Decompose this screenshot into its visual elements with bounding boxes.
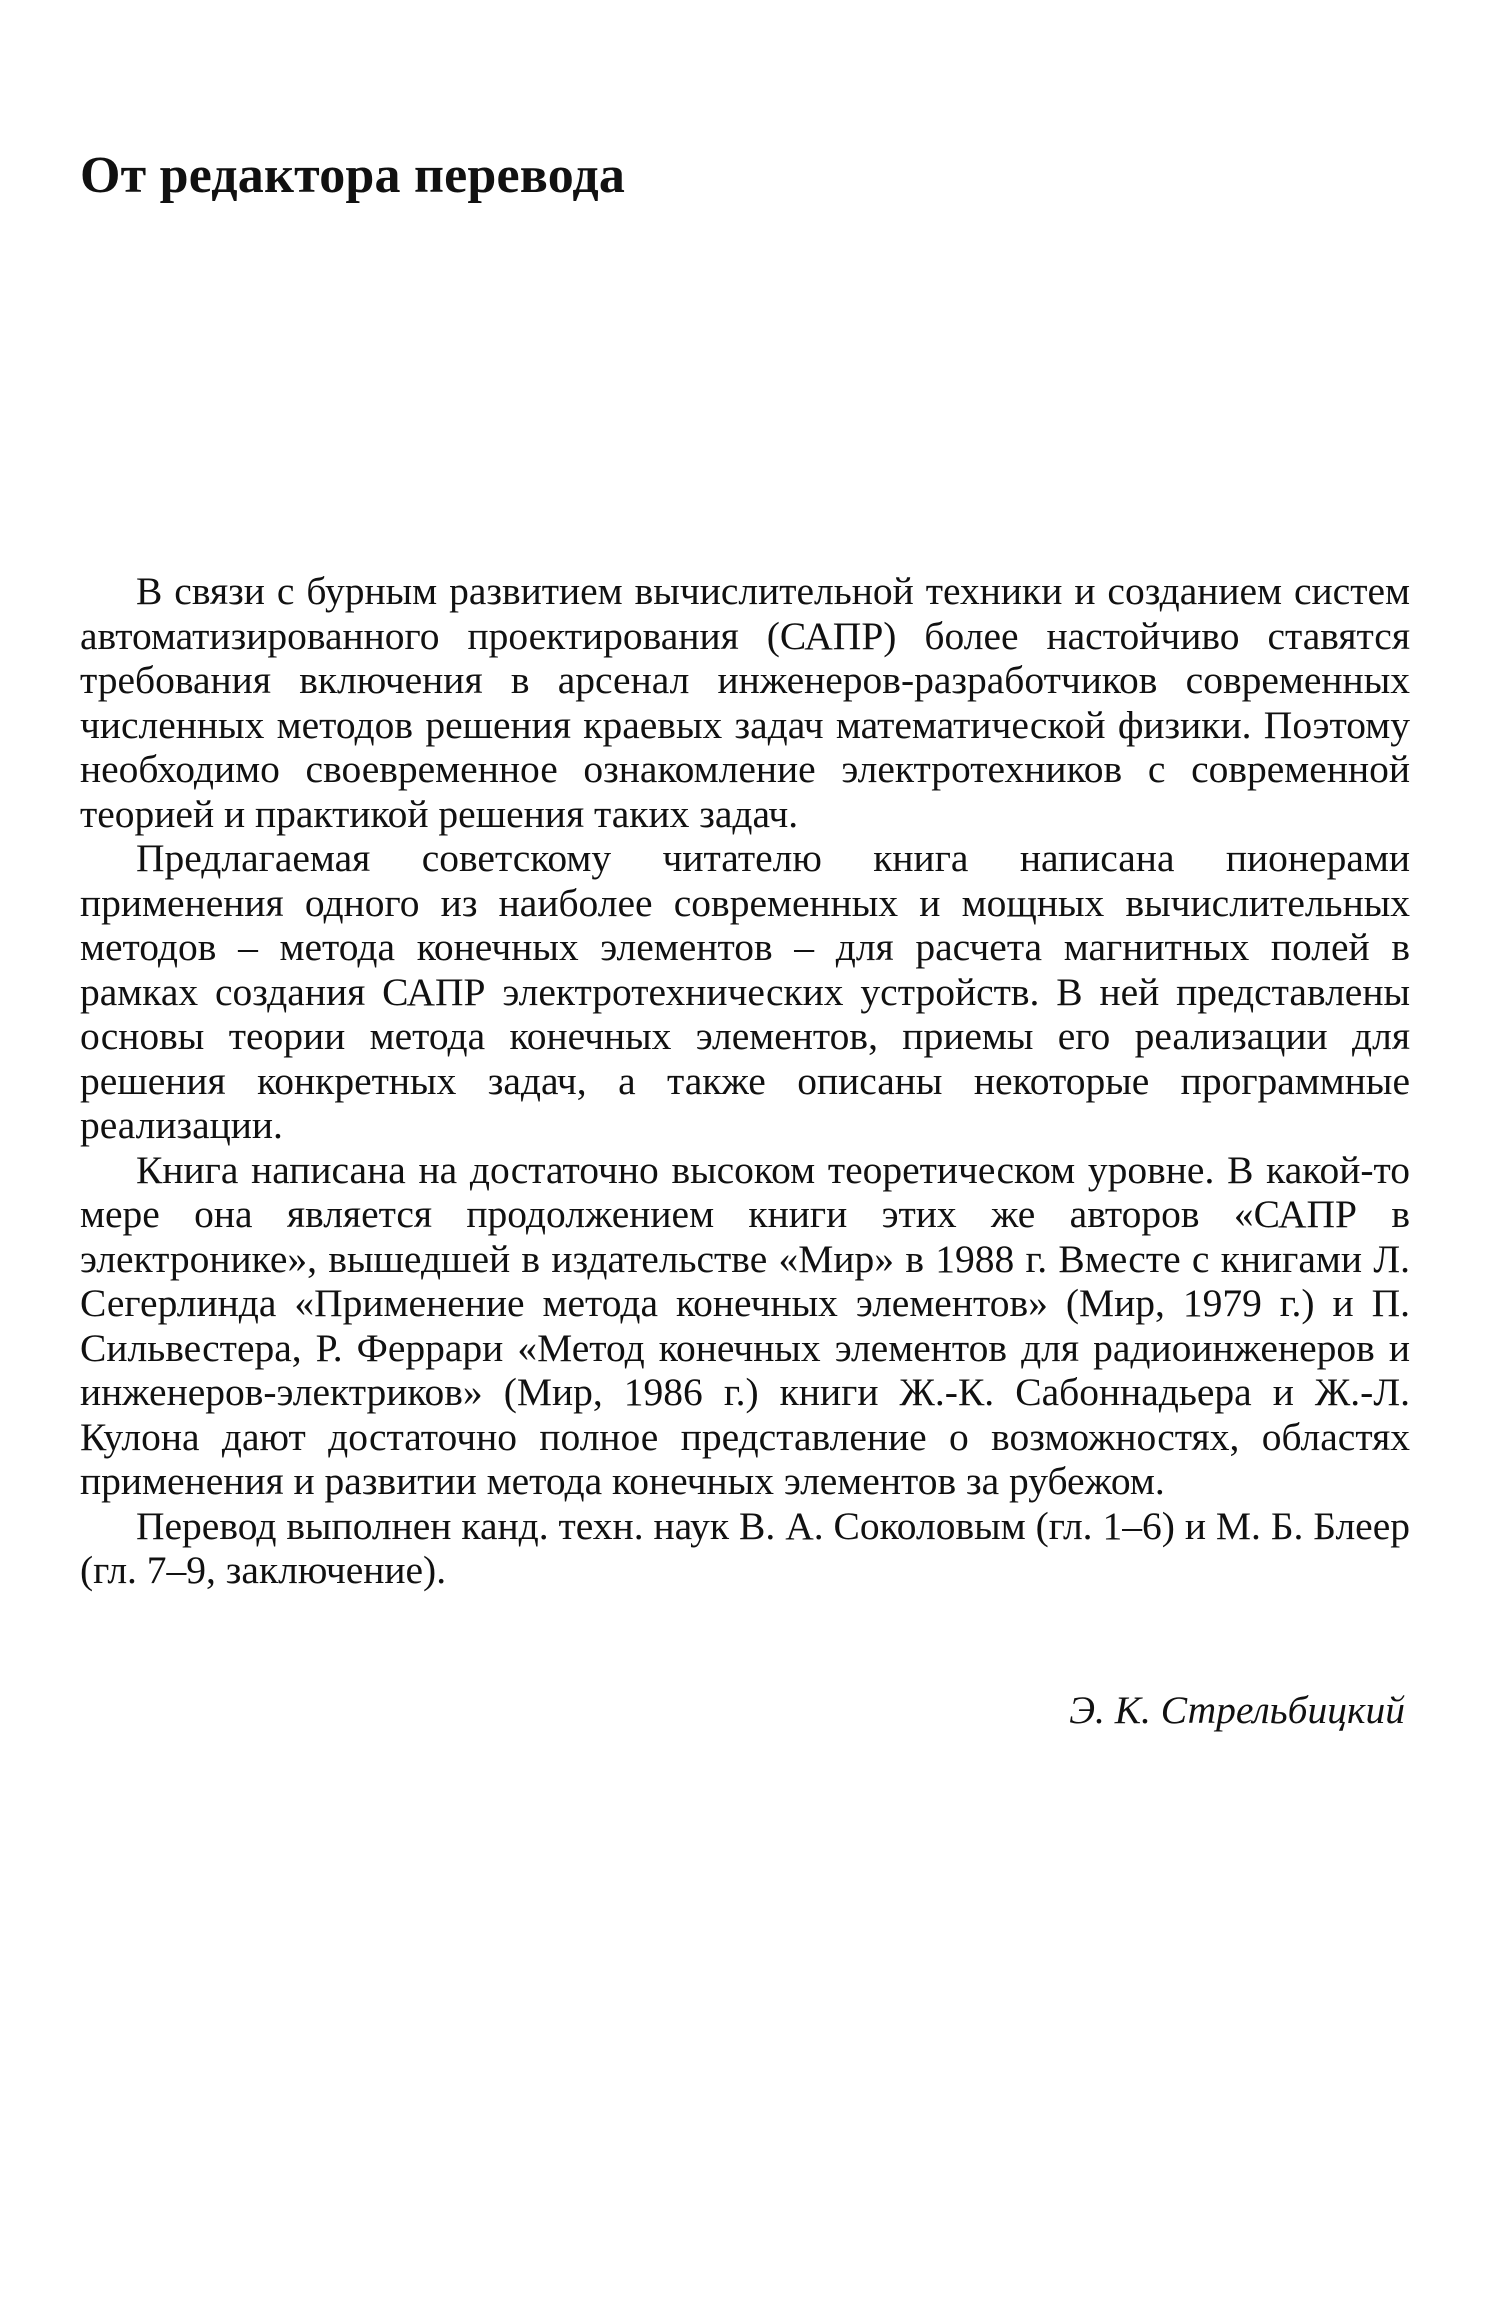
paragraph-related-books: Книга написана на достаточно высоком теоретическом уровне. В какой-то мере она является продолжением книги этих же авторов «САПР в электронике», вышедшей в издательстве «Мир» в 1988 г. Вместе с книгами Л. Сегерлинда «Применение метода конечных элементов» (Мир, 1979 г.) и П. Сильвестера, Р. Феррари «Метод конечных элементов для радиоинженеров и инженеров-электриков» (Мир, 1986 г.) книги Ж.-К. Сабоннадьера и Ж.-Л. Кулона дают достаточно полное представление о возможностях, областях применения и развитии метода конечных элементов за рубежом. bbox=[80, 1147, 1410, 1503]
body-text bbox=[80, 569, 1410, 1593]
paragraph-intro: В связи с бурным развитием вычислительной техники и созданием систем автоматизированного проектирования (САПР) более настойчиво ставятся требования включения в арсенал инженеров-разработчиков современных численных методов решения краевых задач математической физики. Поэтому необходимо своевременное ознакомление электротехников с современной теорией и практикой решения таких задач. bbox=[80, 569, 1410, 836]
page-title: От редактора перевода bbox=[80, 147, 626, 204]
paragraph-translators: Перевод выполнен канд. техн. наук В. А. Соколовым (гл. 1–6) и М. Б. Блеер (гл. 7–9, заключение). bbox=[80, 1503, 1410, 1592]
paragraph-book-description: Предлагаемая советскому читателю книга написана пионерами применения одного из наиболее современных и мощных вычислительных методов – метода конечных элементов – для расчета магнитных полей в рамках создания САПР электротехнических устройств. В ней представлены основы теории метода конечных элементов, приемы его реализации для решения конкретных задач, а также описаны некоторые программные реализации. bbox=[80, 836, 1410, 1147]
editor-signature: Э. К. Стрельбицкий bbox=[1069, 1688, 1405, 1732]
